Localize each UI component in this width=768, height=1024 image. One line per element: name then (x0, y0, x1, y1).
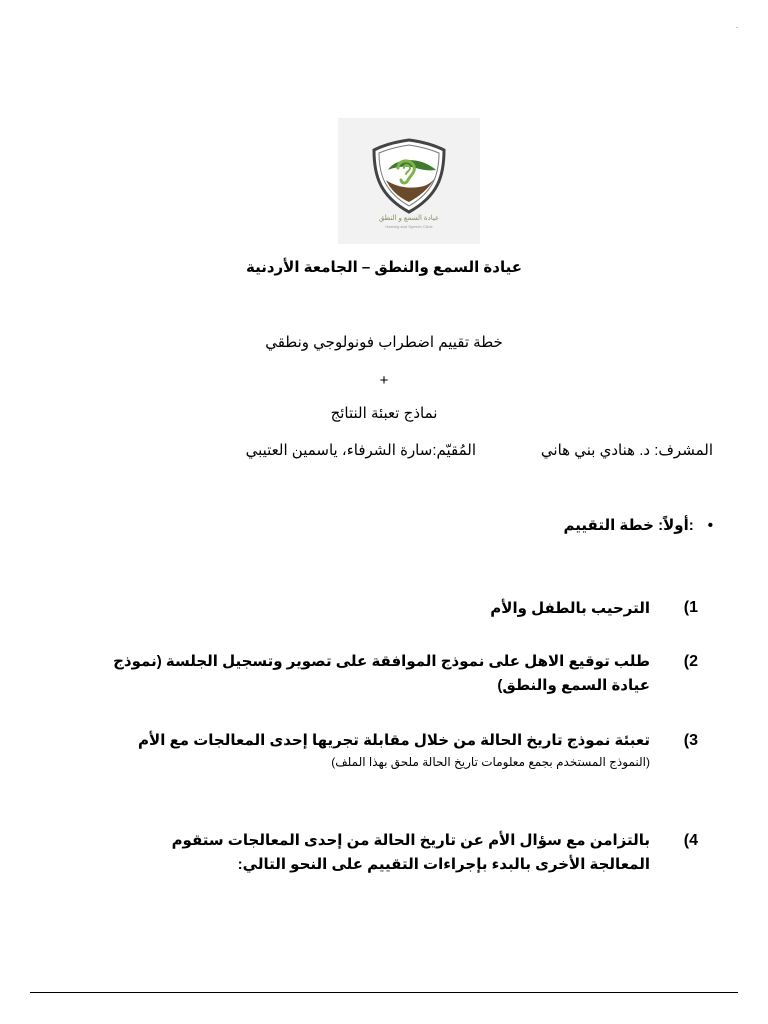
step-number: (2 (683, 653, 698, 670)
plus-sign: + (379, 372, 389, 389)
list-item (110, 597, 650, 621)
page-title: عيادة السمع والنطق – الجامعة الأردنية (246, 259, 522, 276)
section-heading-text: :أولاً: خطة التقييم (563, 517, 694, 534)
step-note: (النموذج المستخدم بجمع معلومات تاريخ الحالة ملحق بهذا الملف) (331, 755, 650, 769)
bullet-icon: • (707, 517, 713, 534)
list-item (110, 829, 650, 877)
clinic-logo (338, 118, 480, 244)
step-text: الترحيب بالطفل والأم (490, 600, 650, 617)
forms-title: نماذج تعبئة النتائج (330, 405, 438, 422)
list-item (110, 650, 650, 698)
supervisor-line: المشرف: د. هنادي بني هاني (540, 442, 713, 459)
logo-name-arabic: عيادة السمع و النطق (378, 215, 440, 222)
corner-mark: . (735, 21, 738, 30)
step-text: تعبئة نموذج تاريخ الحالة من خلال مقابلة تجريها إحدى المعالجات مع الأم (138, 732, 650, 749)
plan-title: خطة تقييم اضطراب فونولوجي ونطقي (265, 334, 503, 351)
step-text: طلب توقيع الاهل على نموذج الموافقة على تصوير وتسجيل الجلسة (نموذج عيادة السمع والنطق) (113, 653, 650, 694)
footer-divider (30, 992, 738, 993)
step-number: (3 (683, 732, 698, 749)
section-heading (564, 516, 713, 534)
list-item (110, 729, 650, 771)
logo-name-english: Hearing and Speech Clinic (385, 224, 433, 229)
evaluators-line: المُقيّم:سارة الشرفاء، ياسمين العتيبي (245, 442, 476, 459)
step-number: (4 (683, 832, 698, 849)
step-number: (1 (683, 599, 698, 616)
step-text: بالتزامن مع سؤال الأم عن تاريخ الحالة من إحدى المعالجات ستقوم المعالجة الأخرى بالبدء بإجراءات التقييم على النحو التالي: (171, 832, 650, 873)
